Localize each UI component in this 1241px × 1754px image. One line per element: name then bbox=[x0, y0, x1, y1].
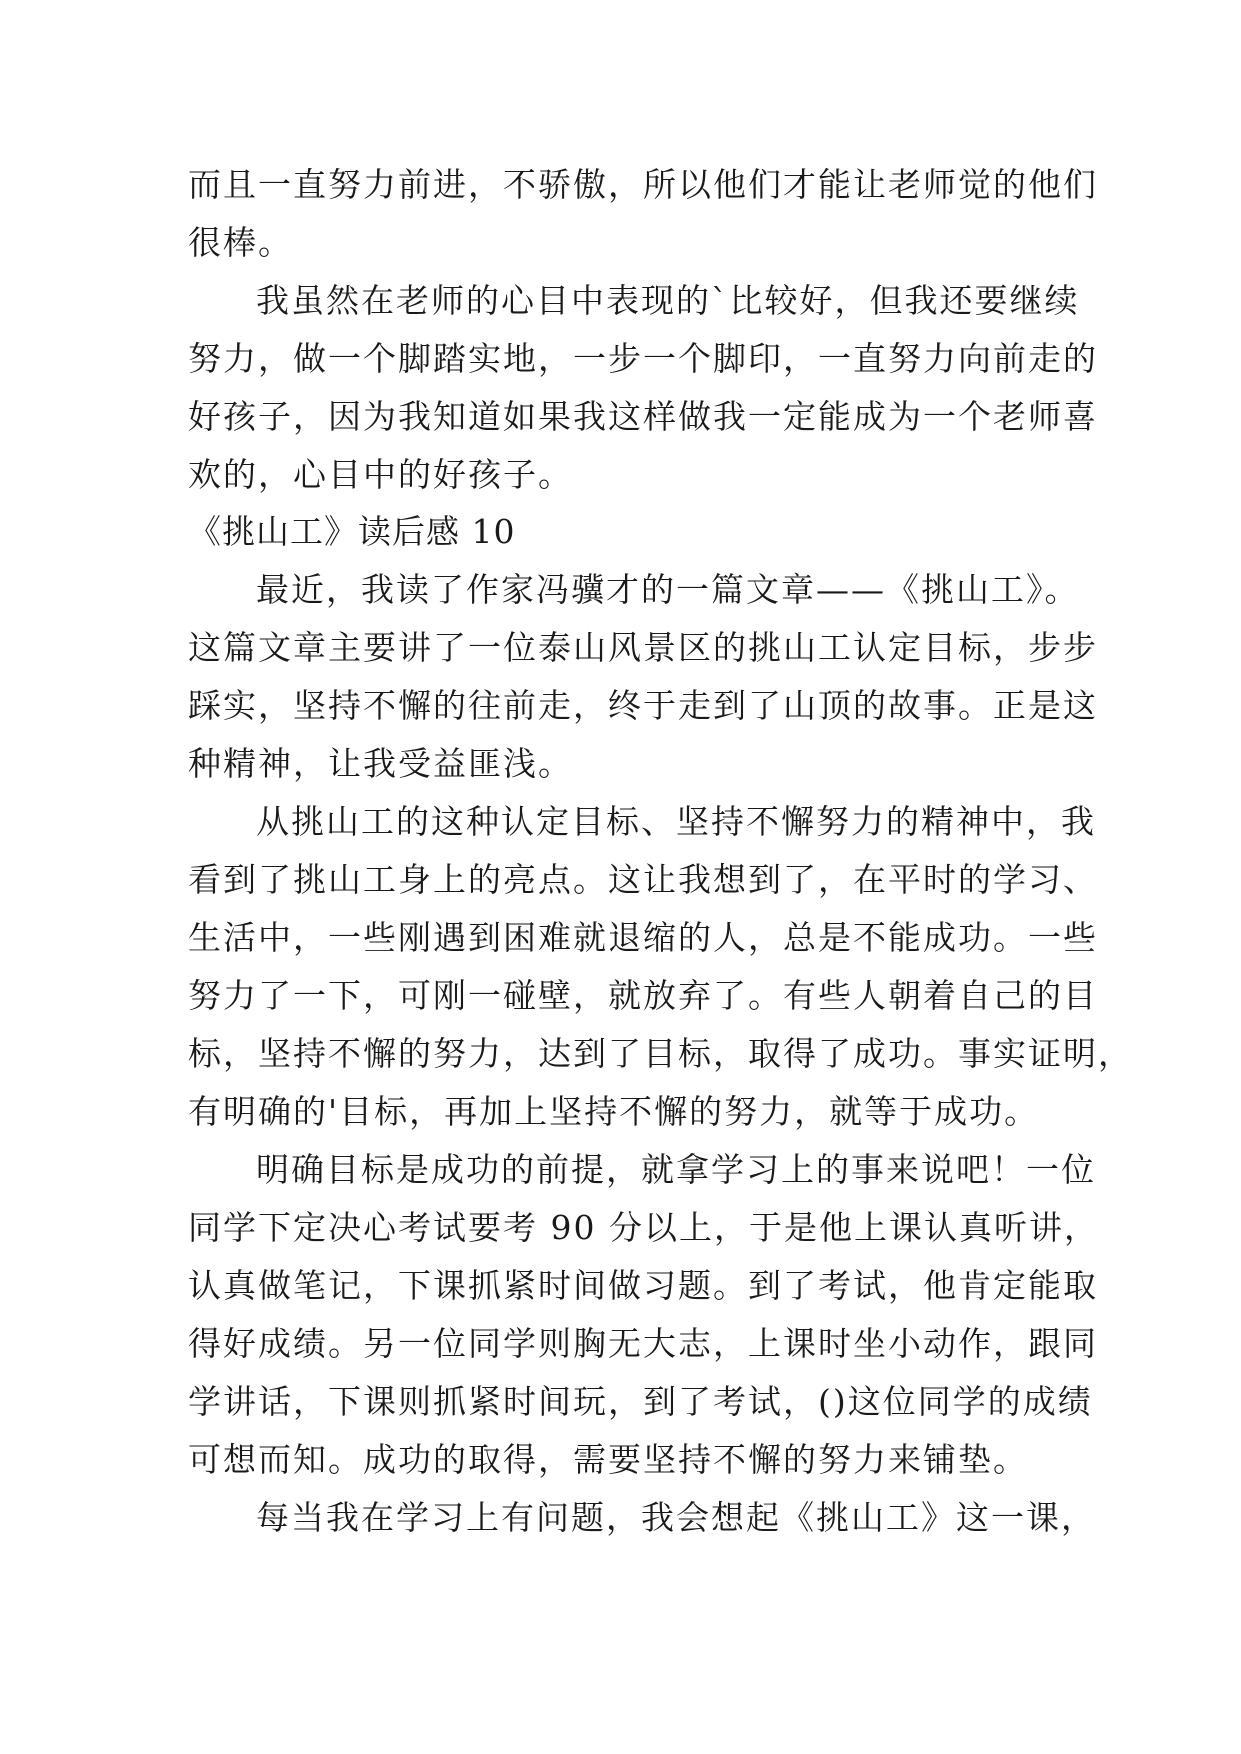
paragraph-line: 努力，做一个脚踏实地，一步一个脚印，一直努力向前走的 bbox=[188, 339, 1098, 378]
paragraph-line: 我虽然在老师的心目中表现的`比较好，但我还要继续 bbox=[256, 281, 1080, 320]
paragraph-line: 每当我在学习上有问题，我会想起《挑山工》这一课， bbox=[256, 1498, 1096, 1537]
paragraph-line: 这篇文章主要讲了一位泰山风景区的挑山工认定目标，步步 bbox=[188, 628, 1098, 667]
paragraph-line: 同学下定决心考试要考 90 分以上，于是他上课认真听讲， bbox=[188, 1208, 1099, 1247]
paragraph-line: 努力了一下，可刚一碰壁，就放弃了。有些人朝着自己的目 bbox=[188, 976, 1098, 1015]
paragraph-line: 最近，我读了作家冯骥才的一篇文章——《挑山工》。 bbox=[256, 570, 1080, 609]
paragraph-line: 标，坚持不懈的努力，达到了目标，取得了成功。事实证明， bbox=[188, 1034, 1133, 1073]
paragraph-line: 生活中，一些刚遇到困难就退缩的人，总是不能成功。一些 bbox=[188, 918, 1098, 957]
paragraph-line: 认真做笔记，下课抓紧时间做习题。到了考试，他肯定能取 bbox=[188, 1266, 1098, 1305]
paragraph-line: 有明确的'目标，再加上坚持不懈的努力，就等于成功。 bbox=[188, 1092, 1040, 1131]
paragraph-line: 好孩子，因为我知道如果我这样做我一定能成为一个老师喜 bbox=[188, 397, 1098, 436]
paragraph-line: 从挑山工的这种认定目标、坚持不懈努力的精神中，我 bbox=[256, 802, 1096, 841]
paragraph-line: 踩实，坚持不懈的往前走，终于走到了山顶的故事。正是这 bbox=[188, 686, 1098, 725]
paragraph-line: 得好成绩。另一位同学则胸无大志，上课时坐小动作，跟同 bbox=[188, 1324, 1098, 1363]
paragraph-line: 欢的，心目中的好孩子。 bbox=[188, 455, 573, 494]
paragraph-line: 看到了挑山工身上的亮点。这让我想到了，在平时的学习、 bbox=[188, 860, 1098, 899]
paragraph-line: 而且一直努力前进，不骄傲，所以他们才能让老师觉的他们 bbox=[188, 165, 1098, 204]
paragraph-line: 很棒。 bbox=[188, 223, 293, 262]
paragraph-line: 学讲话，下课则抓紧时间玩，到了考试，()这位同学的成绩 bbox=[188, 1382, 1093, 1421]
section-title: 《挑山工》读后感 10 bbox=[188, 512, 516, 551]
paragraph-line: 种精神，让我受益匪浅。 bbox=[188, 744, 573, 783]
paragraph-line: 明确目标是成功的前提，就拿学习上的事来说吧！一位 bbox=[256, 1150, 1096, 1189]
paragraph-line: 可想而知。成功的取得，需要坚持不懈的努力来铺垫。 bbox=[188, 1440, 1028, 1479]
